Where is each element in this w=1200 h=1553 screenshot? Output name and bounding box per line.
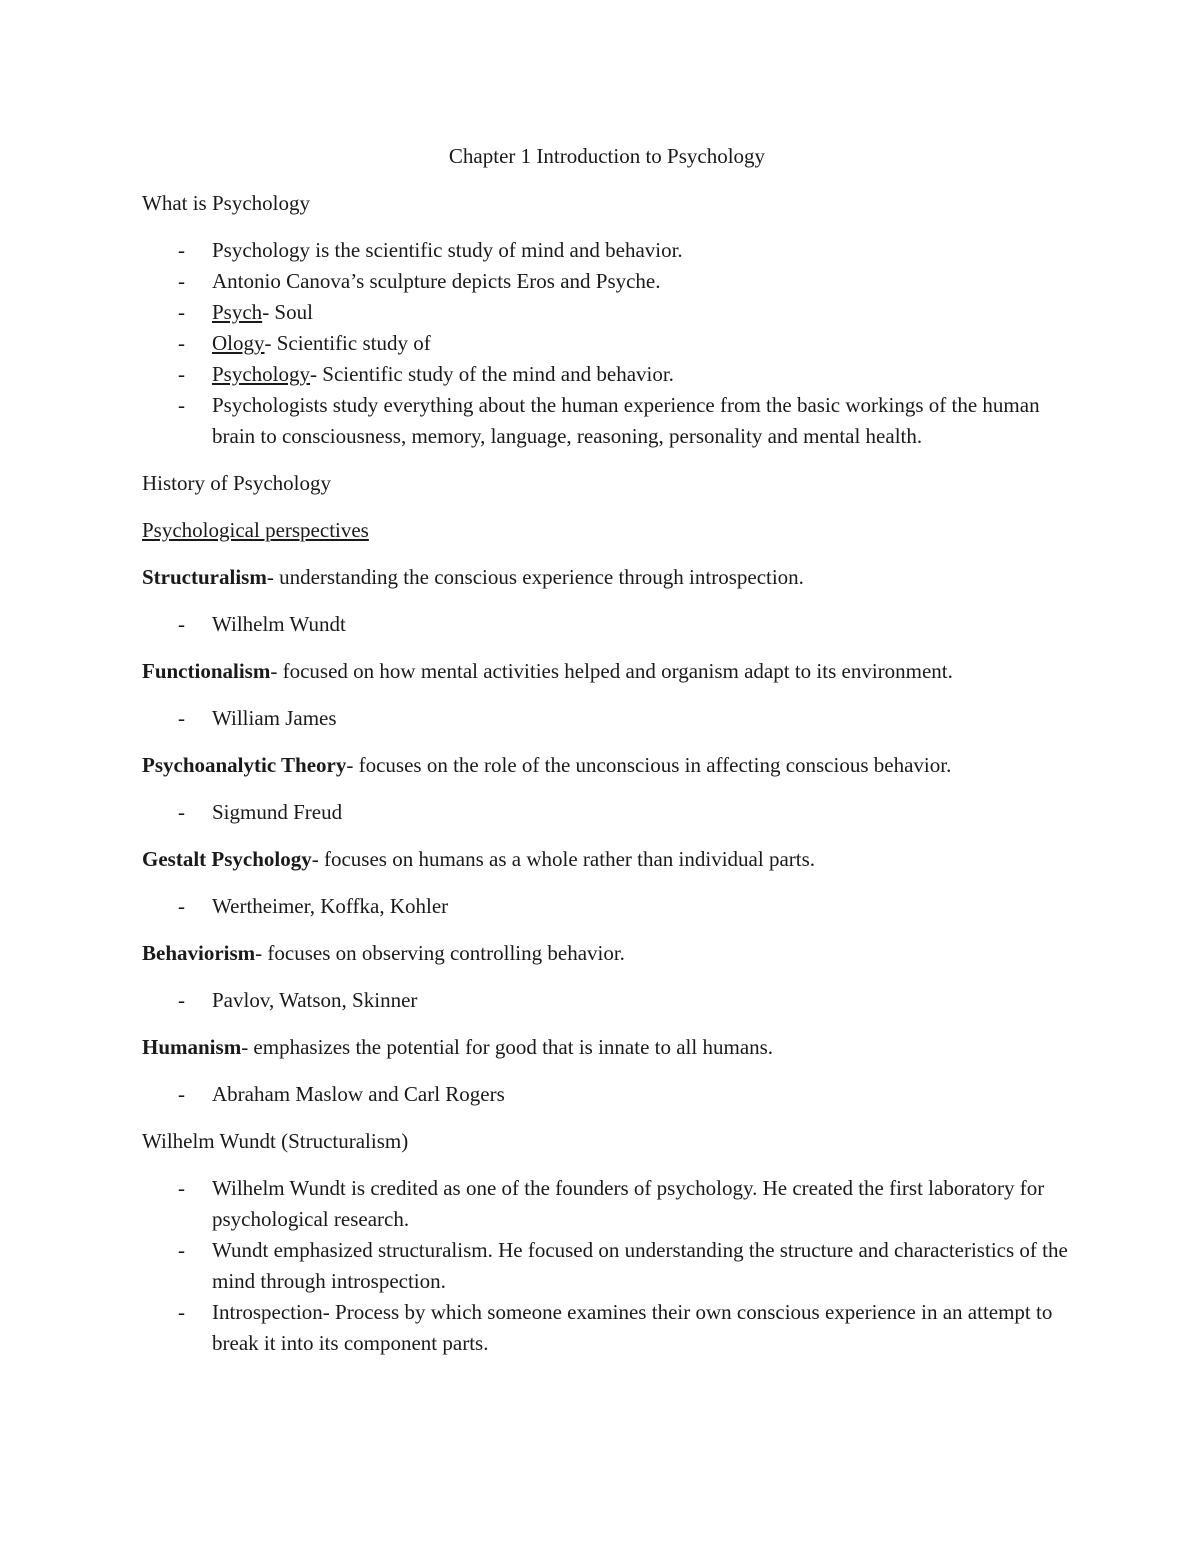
perspective-humanism bbox=[142, 1032, 1072, 1110]
list-item bbox=[142, 1235, 1072, 1297]
perspective-term: Behaviorism bbox=[142, 941, 256, 965]
list-item bbox=[142, 328, 1072, 359]
bullet-term: Psychology bbox=[212, 362, 311, 386]
perspective-people-list bbox=[142, 891, 1072, 922]
document-title: Chapter 1 Introduction to Psychology bbox=[448, 144, 766, 168]
dash-marker: - bbox=[178, 894, 185, 918]
dash-marker: - bbox=[178, 300, 185, 324]
perspective-people: Wilhelm Wundt bbox=[212, 612, 346, 636]
section-subheading-perspectives: Psychological perspectives bbox=[142, 518, 369, 542]
dash-marker: - bbox=[178, 1300, 185, 1324]
perspective-line bbox=[142, 562, 1072, 593]
perspective-line bbox=[142, 750, 1072, 781]
bullet-text: Psychology is the scientific study of mind and behavior. bbox=[212, 238, 683, 262]
perspective-psychoanalytic bbox=[142, 750, 1072, 828]
list-item bbox=[142, 1173, 1072, 1235]
dash-marker: - bbox=[178, 269, 185, 293]
list-item bbox=[142, 1079, 1072, 1110]
dash-marker: - bbox=[178, 800, 185, 824]
dash-marker: - bbox=[178, 988, 185, 1012]
perspective-people-list bbox=[142, 703, 1072, 734]
perspective-people: Pavlov, Watson, Skinner bbox=[212, 988, 418, 1012]
section-heading-history: History of Psychology bbox=[142, 471, 331, 495]
bullet-text: - Scientific study of bbox=[264, 331, 431, 355]
perspective-people-list bbox=[142, 1079, 1072, 1110]
dash-marker: - bbox=[178, 1238, 185, 1262]
perspective-people-list bbox=[142, 985, 1072, 1016]
perspective-term: Structuralism bbox=[142, 565, 267, 589]
perspective-desc: - focuses on observing controlling behavior. bbox=[255, 941, 625, 965]
list-item bbox=[142, 703, 1072, 734]
perspective-line bbox=[142, 938, 1072, 969]
list-item bbox=[142, 985, 1072, 1016]
list-item bbox=[142, 266, 1072, 297]
bullet-text: Psychologists study everything about the human experience from the basic workings of the human brain to consciousness, memory, language, reasoning, personality and mental health. bbox=[212, 393, 1040, 448]
dash-marker: - bbox=[178, 1176, 185, 1200]
perspective-line bbox=[142, 844, 1072, 875]
bullet-text: Wundt emphasized structuralism. He focused on understanding the structure and characteristics of the mind through introspection. bbox=[212, 1238, 1068, 1293]
perspective-people: Sigmund Freud bbox=[212, 800, 343, 824]
list-item bbox=[142, 297, 1072, 328]
dash-marker: - bbox=[178, 331, 185, 355]
section-heading-wundt: Wilhelm Wundt (Structuralism) bbox=[142, 1129, 409, 1153]
bullet-text: - Scientific study of the mind and behavior. bbox=[310, 362, 674, 386]
perspective-line bbox=[142, 1032, 1072, 1063]
perspective-people: Wertheimer, Koffka, Kohler bbox=[212, 894, 449, 918]
perspective-functionalism bbox=[142, 656, 1072, 734]
perspective-term: Humanism bbox=[142, 1035, 242, 1059]
document-page bbox=[142, 141, 1072, 1375]
dash-marker: - bbox=[178, 362, 185, 386]
list-item bbox=[142, 235, 1072, 266]
bullet-term: Ology bbox=[212, 331, 265, 355]
perspective-people: Abraham Maslow and Carl Rogers bbox=[212, 1082, 505, 1106]
list-item bbox=[142, 390, 1072, 452]
dash-marker: - bbox=[178, 393, 185, 417]
perspective-structuralism bbox=[142, 562, 1072, 640]
list-item bbox=[142, 359, 1072, 390]
dash-marker: - bbox=[178, 612, 185, 636]
perspective-people-list bbox=[142, 797, 1072, 828]
list-item bbox=[142, 797, 1072, 828]
bullet-term: Psych bbox=[212, 300, 263, 324]
perspective-term: Functionalism bbox=[142, 659, 271, 683]
perspective-gestalt bbox=[142, 844, 1072, 922]
bullet-text: - Soul bbox=[262, 300, 313, 324]
perspective-people-list bbox=[142, 609, 1072, 640]
perspective-term: Gestalt Psychology bbox=[142, 847, 312, 871]
perspective-behaviorism bbox=[142, 938, 1072, 1016]
dash-marker: - bbox=[178, 706, 185, 730]
perspective-desc: - understanding the conscious experience through introspection. bbox=[266, 565, 804, 589]
perspective-desc: - focuses on humans as a whole rather than individual parts. bbox=[311, 847, 816, 871]
wundt-bullet-list bbox=[142, 1173, 1072, 1359]
bullet-text: Introspection- Process by which someone examines their own conscious experience in an attempt to break it into its component parts. bbox=[212, 1300, 1053, 1355]
perspective-desc: - focused on how mental activities helped and organism adapt to its environment. bbox=[270, 659, 953, 683]
bullet-text: Wilhelm Wundt is credited as one of the founders of psychology. He created the first laboratory for psychological research. bbox=[212, 1176, 1045, 1231]
section-heading-what-is: What is Psychology bbox=[142, 191, 310, 215]
dash-marker: - bbox=[178, 1082, 185, 1106]
dash-marker: - bbox=[178, 238, 185, 262]
perspective-line bbox=[142, 656, 1072, 687]
list-item bbox=[142, 891, 1072, 922]
perspective-desc: - focuses on the role of the unconscious in affecting conscious behavior. bbox=[346, 753, 952, 777]
what-is-bullet-list bbox=[142, 235, 1072, 452]
perspective-term: Psychoanalytic Theory bbox=[142, 753, 347, 777]
perspective-desc: - emphasizes the potential for good that is innate to all humans. bbox=[241, 1035, 774, 1059]
bullet-text: Antonio Canova’s sculpture depicts Eros and Psyche. bbox=[212, 269, 661, 293]
list-item bbox=[142, 609, 1072, 640]
perspective-people: William James bbox=[212, 706, 337, 730]
list-item bbox=[142, 1297, 1072, 1359]
